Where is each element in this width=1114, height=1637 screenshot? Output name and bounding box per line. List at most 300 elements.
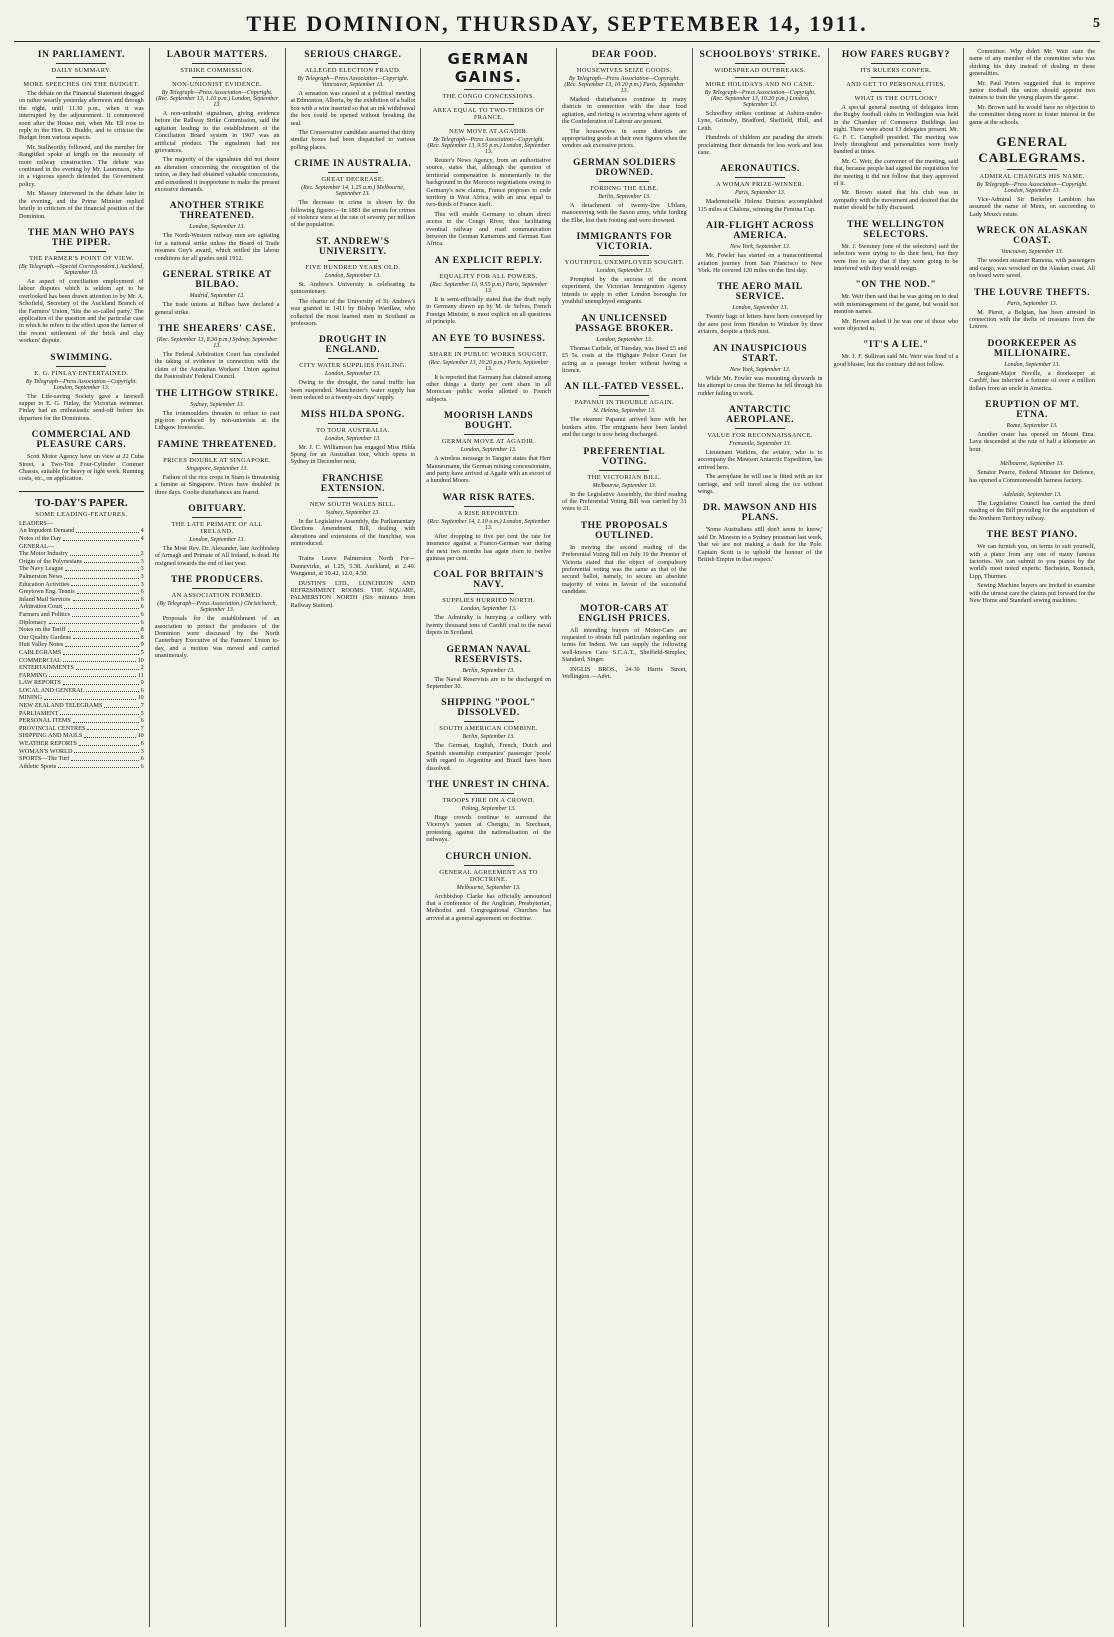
headline-rule <box>735 177 785 178</box>
article-dateline: (Rec. September 13, 8.30 p.m.) Sydney, September 13. <box>156 336 278 349</box>
toc-item-label: LOCAL AND GENERAL <box>19 686 85 694</box>
toc-leader <box>73 596 139 602</box>
toc-item-page: 5 <box>140 648 144 656</box>
article-headline: COAL FOR BRITAIN'S NAVY. <box>433 570 544 591</box>
article <box>562 521 687 596</box>
article-paragraph: Vice-Admiral Sir Berkeley Lambton has assumed the name of Meux, on succeeding to Lady Meux's estate. <box>969 196 1095 218</box>
toc-item-page: 7 <box>140 702 144 710</box>
article-headline: THE LOUVRE THEFTS. <box>974 287 1091 298</box>
article-headline: THE PROPOSALS OUTLINED. <box>580 520 668 541</box>
article-paragraph: The wooden steamer Ramona, with passengers and cargo, was wrecked on the Alaskan coast. All on board were saved. <box>969 257 1095 280</box>
column-1 <box>14 48 150 1627</box>
article-paragraph: Another crater has opened on Mount Etna. Lava descended at the rate of half a kilometre an hour. <box>969 430 1095 453</box>
article-paragraph: The Most Rev. Dr. Alexander, late Archbishop of Armagh and Primate of All Ireland, is dead. He resigned towards the end of last year. <box>154 544 280 567</box>
toc-item-label: Athletic Sports <box>19 762 57 770</box>
toc-item-page: 2 <box>140 550 144 558</box>
toc-leader <box>79 740 139 746</box>
toc-leader <box>71 581 138 587</box>
article-paragraph: It is reported that Germany has claimed among other things a thirty per cent share in all Moroccan public works allotted to French subjects. <box>426 373 551 403</box>
toc-item-page: 10 <box>137 732 144 740</box>
article-dateline: London, September 13. <box>460 447 517 454</box>
article-dateline: London, September 13. <box>189 536 245 543</box>
article <box>426 493 551 563</box>
toc-item <box>19 641 144 649</box>
article-dateline: By Telegraph—Press Association—Copyright. (Rec. September 13, 10.20 p.m.) Paris, September 13. <box>564 76 685 94</box>
article-subheading: A RISE REPORTED. <box>457 509 520 517</box>
article-headline: SCHOOLBOYS' STRIKE. <box>699 50 821 60</box>
toc-leader <box>71 755 138 761</box>
toc-leader <box>58 763 138 769</box>
article-headline: AN INAUSPICIOUS START. <box>713 343 808 364</box>
toc-leader <box>84 558 139 564</box>
headline-rule <box>599 181 649 182</box>
article-paragraph: The ironmoulders threaten to refuse to cast pig-iron produced by non-unionists at the Lithgow Ironworks. <box>154 409 280 432</box>
toc-item-page: 11 <box>137 671 144 679</box>
article <box>698 50 823 156</box>
headline-rule <box>192 588 242 589</box>
article <box>698 221 823 274</box>
article-dateline: (Rec. September 13, 10.20 p.m.) Paris, September 13. <box>428 359 549 372</box>
article-subheading: NEW SOUTH WALES BILL. <box>309 500 396 508</box>
article-headline: DOORKEEPER AS MILLIONAIRE. <box>987 338 1077 359</box>
article-paragraph: A detachment of twenty-five Uhlans, manoeuvring with the Saxon army, while fording the Elbe, lost their footing and were drowned. <box>562 201 687 224</box>
article-headline: DEAR FOOD. <box>591 50 657 60</box>
toc-item-page: 6 <box>140 762 144 770</box>
headline-rule <box>599 470 649 471</box>
article-paragraph: Mr. Brown stated that his club was in sympathy with the movement and desired that the matter should be fully discussed. <box>833 189 959 212</box>
section-rule <box>19 491 144 492</box>
article-subheading: MORE HOLIDAYS AND NO CANE. <box>705 81 815 88</box>
headline-rule <box>599 63 649 64</box>
article-subheading: NEW MOVE AT AGADIR. <box>449 128 529 135</box>
article-dateline: London, September 13. <box>1004 361 1060 368</box>
toc-item-label: LEADERS— <box>19 519 54 527</box>
toc-item-page: 6 <box>140 610 144 618</box>
article-dateline: Peking, September 13. <box>461 806 516 813</box>
headline-rule <box>464 865 514 866</box>
article-paragraph: Mr. J. C. Williamson has engaged Miss Hilda Spong for an Australian tour, which opens in Sydney in December next. <box>290 443 416 466</box>
toc-item-page: 8 <box>140 633 144 641</box>
toc-leader <box>49 672 136 678</box>
article-paragraph: After dropping to five per cent the rate for insurance against a Franco-German war during the next two months has again risen to twelve guineas per cent. <box>426 532 551 562</box>
article <box>426 698 551 772</box>
article-dateline: Singapore, September 13. <box>186 465 249 472</box>
toc-item <box>19 626 144 634</box>
article <box>155 389 280 432</box>
article-paragraph: The North-Western railway men are agitating for a national strike unless the Board of Trade resumes Guy's award, which settled the labour conditions for all grades until 1912. <box>154 232 280 262</box>
article-subheading: ADMIRAL CHANGES HIS NAME. <box>979 173 1085 181</box>
article-subheading: SHARE IN PUBLIC WORKS SOUGHT. <box>429 350 548 358</box>
article <box>155 201 280 262</box>
toc-leader <box>73 717 139 723</box>
article-paragraph: The aeroplane he will use is fitted with an ice carriage, and will travel along the ice without wings. <box>697 473 823 495</box>
toc-item-label: WOMAN'S WORLD <box>19 747 73 755</box>
headline-rule <box>56 251 106 252</box>
toc-item-label: SHIPPING AND MAILS <box>19 732 83 740</box>
toc-item-label: WEATHER REPORTS <box>19 740 77 748</box>
article-headline: CHURCH UNION. <box>445 851 532 862</box>
headline-rule <box>871 77 921 78</box>
article <box>969 461 1095 484</box>
toc-item-label: Palmerston News <box>19 572 63 580</box>
article <box>969 288 1095 331</box>
masthead <box>14 6 1100 42</box>
article-headline: FRANCHISE EXTENSION. <box>320 473 386 494</box>
column-2 <box>150 48 286 1627</box>
article-paragraph: Mr. J. F. Sullivan said Mr. Weir was fond of a good bluster, but the contrary did not follow. <box>833 353 959 368</box>
headline-rule <box>56 63 106 64</box>
page-number: 5 <box>1093 15 1100 31</box>
article-dateline: By Telegraph—Press Association—Copyright. Vancouver, September 13. <box>297 76 409 88</box>
article <box>562 314 687 375</box>
article <box>969 48 1095 126</box>
toc-item-page: 6 <box>140 740 144 748</box>
toc-item-label: Greytown Eng. Tennis <box>19 588 75 596</box>
article-subheading: THE LATE PRIMATE OF ALL IRELAND. <box>171 520 263 535</box>
article <box>698 344 823 397</box>
toc-item-page: 3 <box>140 565 144 573</box>
article-paragraph: Prompted by the success of the recent experiment, the Victorian Immigration Agency intends to apply to other London boroughs for youthful unemployed emigrants. <box>562 276 687 306</box>
article-paragraph: The Conservative candidate asserted that thirty similar boxes had been dispatched to various polling places. <box>290 129 416 151</box>
headline-rule <box>328 172 378 173</box>
toc-leader <box>76 664 139 670</box>
toc-item-label: LAW REPORTS <box>19 679 61 687</box>
article-paragraph: Huge crowds continue to surround the Viceroy's yamen at Chengtu, in Szechuan, protesting against the nationalisation of the railways. <box>426 814 551 844</box>
article-dateline: Sydney, September 13. <box>325 509 380 516</box>
toc-item-label: Origin of the Polynesians <box>19 557 83 565</box>
article-headline: FAMINE THREATENED. <box>157 439 277 450</box>
toc-item-page: 8 <box>140 626 144 634</box>
article <box>291 237 416 327</box>
article-subheading: THE CONGO CONCESSIONS. <box>442 93 535 100</box>
toc-item-label: Our Quality Gardens <box>19 633 71 641</box>
article-paragraph: All intending buyers of Motor-Cars are requested to obtain full particulars regarding our terms for Indent. We can supply the following well-known Cars: S.C.A.T., Sheffield-Simplex, Standard, Singer. <box>562 626 687 664</box>
article-paragraph: Owing to the drought, the canal traffic has been suspended. Manchester's water supply has been reduced to a twenty-six days' supply. <box>290 379 416 402</box>
toc-item-page: 9 <box>140 679 144 687</box>
column-7 <box>829 48 965 1627</box>
column-6 <box>693 48 829 1627</box>
article <box>19 430 144 483</box>
article-paragraph: Marked disturbances continue in many districts in connection with the dear food agitation, and rioting is occurring where agents of the Confederation of Labour are present. <box>562 96 687 126</box>
article-headline: THE SHEARERS' CASE. <box>158 323 277 334</box>
toc-item-page: 4 <box>140 527 144 535</box>
article-dateline: London, September 13. <box>325 435 381 442</box>
article-dateline: Madrid, September 12. <box>189 293 245 300</box>
headline-rule <box>735 63 785 64</box>
headline-rule <box>192 77 242 78</box>
article-subheading: TROOPS FIRE ON A CROWD. <box>442 797 535 805</box>
article-paragraph: The Legislative Council has carried the third reading of the Bill providing for the acquisition of the Northern Territory railway. <box>969 499 1095 522</box>
toc-leader <box>63 679 139 685</box>
toc-item <box>19 763 144 771</box>
article <box>698 282 823 335</box>
article-subheading: WHAT IS THE OUTLOOK? <box>854 95 938 102</box>
article-paragraph: The steamer Papanui arrived here with her bunkers afire. The emigrants have been landed and the cargo is now being discharged. <box>562 416 687 439</box>
article-subheading: THE FARMER'S POINT OF VIEW. <box>29 254 134 262</box>
article <box>562 232 687 306</box>
headline-rule <box>464 593 514 594</box>
article-paragraph: A wireless message to Tangier states that Herr Mannesmann, the German mining concessionaire, and party have arrived at Agadir with an escort of a hundred Moors. <box>426 455 551 485</box>
toc-item <box>19 679 144 687</box>
toc-item-label: Diplomacy <box>19 618 47 626</box>
article-paragraph: Mr. Brown asked if he was one of those who were objected to. <box>833 317 959 332</box>
article-dateline: Melbourne, September 13. <box>592 482 657 489</box>
article-subheading: AREA EQUAL TO TWO-THIRDS OF FRANCE. <box>432 107 545 121</box>
toc-item-page: 6 <box>140 603 144 611</box>
article-dateline: (By Telegraph.—Special Correspondent.) Auckland, September 13. <box>19 263 144 276</box>
toc-item-label: ENTERTAINMENTS <box>19 664 74 672</box>
article-paragraph: In moving the second reading of the Preferential Voting Bill on July 19 the Premier of Victoria stated that the object of compulsory preferential voting was the same as that of the second ballot, namely, to secure an absolute majority of votes in favour of the successful candidate. <box>562 543 687 596</box>
article-subheading: E. G. FINLAY ENTERTAINED. <box>34 369 129 377</box>
article-dateline: By Telegraph—Press Association—Copyright. (Rec. September 13, 10.20 p.m.) London, September 13. <box>704 90 816 108</box>
article-subheading: SOUTH AMERICAN COMBINE. <box>439 725 538 733</box>
article-headline: ANTARCTIC AEROPLANE. <box>726 404 795 425</box>
article-dateline: London, September 13. <box>596 336 653 343</box>
article-headline: WAR RISK RATES. <box>442 492 535 503</box>
article-headline: GERMAN GAINS. <box>447 50 530 86</box>
article <box>291 159 416 229</box>
toc-leader <box>65 641 138 647</box>
article <box>834 280 959 332</box>
column-8 <box>964 48 1100 1627</box>
article-paragraph: An aspect of conciliation employment of labour disputes which is seldom apt to be overlooked has been drawn attention to by Mr. A. Schofield, Secretary of the Auckland Branch of the Farmers' Union, 'Sits the so-called party.' The application of the question and the particular case in which he refers to the effect upon the farmer of the recent settlement of the brick and clay workers' dispute. <box>19 277 144 345</box>
article <box>969 339 1095 392</box>
toc-item <box>19 740 144 748</box>
article-paragraph: We can furnish you, on terms to suit yourself, with a piano from any one of many famous factories. We can submit to you pianos by the world's most noted experts: Bechstein, Ronisch, Lipp, Thurmer. <box>969 543 1095 580</box>
column-4 <box>421 48 557 1627</box>
toc-leader <box>86 687 138 693</box>
article-headline: PREFERENTIAL VOTING. <box>583 446 666 467</box>
toc-leader <box>63 535 139 541</box>
article-paragraph: The housewives in some districts are appropriating goods at their own figures when the vendors ask excessive prices. <box>562 127 687 150</box>
article-paragraph: The charter of the University of St. Andrew's was granted in 1411 by Bishop Wardlaw, who collected the most learned men in Scotland as professors. <box>290 297 416 327</box>
toc-item-page: 6 <box>140 618 144 626</box>
article-dateline: Berlin, September 13. <box>598 193 651 200</box>
article-subheading: STRIKE COMMISSION. <box>180 67 254 74</box>
article-paragraph: In the Legislative Assembly, the third reading of the Preferential Voting Bill was carried by 31 votes to 21. <box>562 490 687 513</box>
headline-rule <box>735 77 785 78</box>
toc-item <box>19 558 144 566</box>
toc-item <box>19 649 144 657</box>
article-headline: DROUGHT IN ENGLAND. <box>318 335 387 356</box>
toc-item-label: PARLIAMENT <box>19 709 59 717</box>
article-subheading: A WOMAN PRIZE-WINNER. <box>715 181 805 189</box>
article-headline: DR. MAWSON AND HIS PLANS. <box>702 503 818 524</box>
toc-item-page: 3 <box>140 557 144 565</box>
toc-leader <box>63 657 136 663</box>
toc-item <box>19 611 144 619</box>
article-headline: MOTOR-CARS AT ENGLISH PRICES. <box>578 603 671 624</box>
article-paragraph: Mr. Paul Peters suggested that to improve junior football the union should appoint two trainers to train the young players the game. <box>969 79 1095 102</box>
article-paragraph: M. Pieret, a Belgian, has been arrested in connection with the thefts of treasures from the Louvre. <box>969 308 1095 331</box>
toc-item <box>19 550 144 558</box>
article-subheading: ALLEGED ELECTION FRAUD. <box>304 67 402 74</box>
article-subheading: GENERAL AGREEMENT AS TO DOCTRINE. <box>439 868 538 883</box>
article-paragraph: While Mr. Fowler was mounting skywards in his attempt to cross the Sierras he fell through his rudder failing to work. <box>697 374 823 397</box>
headline-rule <box>328 63 378 64</box>
article-subheading: WIDESPREAD OUTBREAKS. <box>714 67 806 74</box>
article <box>155 270 280 316</box>
article-subheading: GREAT DECREASE. <box>321 176 385 184</box>
article-paragraph: Sergeant-Major Neville, a doorkeeper at Cardiff, has inherited a fortune of over a million dollars from an uncle in America. <box>969 369 1095 392</box>
article-subheading: VALUE FOR RECONNAISSANCE. <box>707 431 813 439</box>
toc-item-page: 7 <box>140 724 144 732</box>
headline-rule <box>464 103 514 104</box>
toc-item-label: Education Activities <box>19 580 70 588</box>
column-5 <box>557 48 693 1627</box>
article <box>155 504 280 567</box>
headline-rule <box>328 260 378 261</box>
toc-leader <box>87 725 138 731</box>
article <box>155 440 280 496</box>
headline-rule <box>464 506 514 507</box>
article-headline: SERIOUS CHARGE. <box>304 50 402 60</box>
article-paragraph: St. Andrew's University is celebrating its quincentenary. <box>290 280 416 296</box>
toc-leader <box>72 611 139 617</box>
toc-item-page: 10 <box>137 694 144 702</box>
article-paragraph: Lieutenant Watkins, the aviator, who is to accompany the Mawson Antarctic Expedition, has arrived here. <box>697 448 823 471</box>
article-paragraph: The trade unions at Bilbao have declared a general strike. <box>154 301 280 316</box>
article-dateline: (Rec. September 13, 9.55 p.m.) Paris, September 13. <box>430 281 548 294</box>
article-dateline: London, September 13. <box>189 224 245 231</box>
article-paragraph: The Life-saving Society gave a farewell supper to E. G. Finlay, the Victorian swimmer. Finlay had an enthusiastic send-off before his departure for the Dominions. <box>19 392 144 422</box>
page-columns <box>14 48 1100 1627</box>
article-dateline: London, September 13. <box>325 272 381 279</box>
article-headline: "IT'S A LIE." <box>863 340 929 351</box>
article-paragraph: A non-unionist signalman, giving evidence before the Railway Strike Commission, said the agitation leading to the establishment of the Conciliation Board system in 1907 was an artificial product. The signalmen had not grievances. <box>154 110 280 155</box>
article-dateline: New York, September 13. <box>729 366 791 373</box>
article-paragraph: Archbishop Clarke has officially announced that a conference of the Anglican, Presbyterian, Methodist and Congregational Churches has arrived at a general agreement on doctrine. <box>426 892 551 922</box>
newspaper-title: THE DOMINION, THURSDAY, SEPTEMBER 14, 1911. <box>246 10 868 36</box>
toc-item <box>19 603 144 611</box>
article <box>426 852 551 923</box>
toc-item-page: 6 <box>140 755 144 763</box>
article-dateline: Melbourne, September 13. <box>456 884 521 891</box>
article-paragraph: Mr. Brown said he would have no objection to the committee doing more to foster interest in the game at the schools. <box>969 103 1095 126</box>
toc-item-label: GENERAL— <box>19 542 55 550</box>
article <box>19 50 144 220</box>
toc-item-label: Farmers and Politics <box>19 610 70 618</box>
toc-item <box>19 520 144 528</box>
headline-rule <box>192 453 242 454</box>
toc-leader <box>76 527 138 533</box>
article-headline: CRIME IN AUSTRALIA. <box>294 159 412 170</box>
headline-rule <box>871 63 921 64</box>
article-headline: THE MAN WHO PAYS THE PIPER. <box>27 227 135 248</box>
column-3 <box>286 48 422 1627</box>
toc-item <box>19 687 144 695</box>
article-headline: AN UNLICENSED PASSAGE BROKER. <box>575 313 674 334</box>
article-headline: ANOTHER STRIKE THREATENED. <box>169 201 265 222</box>
article-subheading: SUPPLIES HURRIED NORTH. <box>442 597 536 605</box>
toc-item-label: An Impudent Demand <box>19 527 75 535</box>
article <box>426 780 551 844</box>
article-dateline: London, September 13. <box>596 268 653 275</box>
article-paragraph: Failure of the rice crops in Siam is threatening a famine at Singapore. Prices have doubled in three days. Coolie disturbances are feared. <box>154 473 280 496</box>
article <box>426 570 551 636</box>
toc-item-label: The Motor Industry <box>19 550 68 558</box>
article-paragraph: Thomas Carlisle, of Tuesday, was fined £5 and £5 5s. costs at the Highgate Police Court for acting as a passage broker without having a licence. <box>562 344 687 374</box>
article-headline: AN EXPLICIT REPLY. <box>434 255 543 266</box>
toc-item-page: 9 <box>140 641 144 649</box>
article-headline: AERONAUTICS. <box>720 164 801 175</box>
article-paragraph: Mr. Stallworthy followed, and the member for Rangitikei spoke at length on the necessity of more railway construction. The debate was continued in the evening by Mr. Laurenson, who in a vigorous speech defended the Government policy. <box>19 143 144 188</box>
toc-leader <box>84 732 135 738</box>
article-dateline: Berlin, September 13. <box>462 667 515 674</box>
toc-item <box>19 710 144 718</box>
article-paragraph: Proposals for the establishment of an association to protect the producers of the Dominion were discussed by the North Canterbury Executive of the Farmers' Union to-day, and a motion was moved and carried unanimously. <box>154 615 280 660</box>
article-paragraph: DUSTIN'S LTD., LUNCHEON AND REFRESHMENT ROOMS. THE SQUARE, PALMERSTON NORTH (Six minutes from Railway Station). <box>290 579 416 609</box>
headline-rule <box>464 269 514 270</box>
toc-item <box>19 755 144 763</box>
article-subheading: FIVE HUNDRED YEARS OLD. <box>305 263 401 271</box>
article-dateline: By Telegraph—Press Association—Copyright. London, September 13. <box>976 182 1088 195</box>
toc-item-label: MINING <box>19 694 43 702</box>
article-subheading: PRICES DOUBLE AT SINGAPORE. <box>163 456 272 464</box>
toc-item-label: The Navy League <box>19 565 64 573</box>
article-paragraph: Mr. Weir then said that he was going on to deal with mismanagement of the game, but would not mention names. <box>833 293 959 316</box>
article <box>969 134 1095 218</box>
article <box>426 334 551 404</box>
article-dateline: By Telegraph—Press Association—Copyright. (Rec. September 13, 9.55 p.m.) London, September 13. <box>427 137 550 155</box>
toc-title: TO-DAY'S PAPER. <box>35 496 128 509</box>
article-paragraph: Committee. Why didn't Mr. Weir state the name of any member of the committee who was shirking his duty instead of dealing in these generalities. <box>969 48 1095 78</box>
article-dateline: London, September 13. <box>325 371 381 378</box>
article-headline: ST. ANDREW'S UNIVERSITY. <box>316 236 390 257</box>
article <box>562 382 687 438</box>
headline-rule <box>599 255 649 256</box>
headline-rule <box>464 434 514 435</box>
article-dateline: (Rec. September 14, 1.25 a.m.) Melbourne, September 13. <box>301 185 405 198</box>
article-headline: MOORISH LANDS BOUGHT. <box>443 411 534 432</box>
toc-item <box>19 694 144 702</box>
headline-rule <box>599 395 649 396</box>
article-paragraph: The decrease in crime is shown by the following figures:—In 1881 the arrests for crimes of violence were at the rate of seventy per million of the population. <box>290 199 416 229</box>
article <box>562 447 687 513</box>
toc-item <box>19 717 144 725</box>
article <box>969 492 1095 522</box>
article-paragraph: Scott Motor Agency have on view at 22 Cuba Street, a Two-Ton Four-Cylinder Commer Chassis, suitable for heavy or light work. Running costs, etc., on application. <box>19 453 144 483</box>
article-subheading: PAPANUI IN TROUBLE AGAIN. <box>574 399 674 407</box>
article <box>426 411 551 485</box>
article <box>19 353 144 423</box>
article <box>155 50 280 193</box>
toc-item-label: Notes of the Day <box>19 535 62 542</box>
article-dateline: London, September 13. <box>460 606 517 613</box>
article-headline: LABOUR MATTERS. <box>166 50 268 60</box>
toc-item-label: PROVINCIAL CENTRES <box>19 724 86 732</box>
toc-item-page: 5 <box>140 709 144 717</box>
toc-leader <box>44 694 136 700</box>
article <box>291 555 416 609</box>
toc-item-label: FARMING <box>19 671 48 679</box>
article-paragraph: The Naval Reservists are to be discharged on September 30. <box>426 675 551 690</box>
article-paragraph: 'Some Australians still don't seem to know,' said Dr. Mawson to a Sydney pressman last week, 'that we are not making a dash for the Pole. Captain Scott is to uphold the honour of the British Empire in that respect.' <box>697 526 823 563</box>
article <box>562 158 687 224</box>
article-paragraph: Mr. Massey intervened in the debate later in the evening, and the Prime Minister replied briefly to criticism of the financial position of the Dominion. <box>19 190 144 220</box>
article-paragraph: In the Legislative Assembly, the Parliamentary Elections Amendment Bill, dealing with alterations and extensions of the franchise, was reintroduced. <box>290 517 416 547</box>
article-headline: AN EYE TO BUSINESS. <box>431 333 546 344</box>
toc-item-label: Arbitration Court <box>19 603 63 611</box>
article-dateline: Paris, September 13. <box>1006 300 1058 307</box>
article <box>562 50 687 150</box>
toc-item-label: SPORTS—The Turf <box>19 755 70 763</box>
article-subheading: AND GET TO PERSONALITIES. <box>846 81 946 88</box>
article-subheading: YOUTHFUL UNEMPLOYED SOUGHT. <box>564 259 684 267</box>
article-headline: IMMIGRANTS FOR VICTORIA. <box>576 232 673 253</box>
toc-item-page: 4 <box>140 535 144 542</box>
toc-item <box>19 725 144 733</box>
